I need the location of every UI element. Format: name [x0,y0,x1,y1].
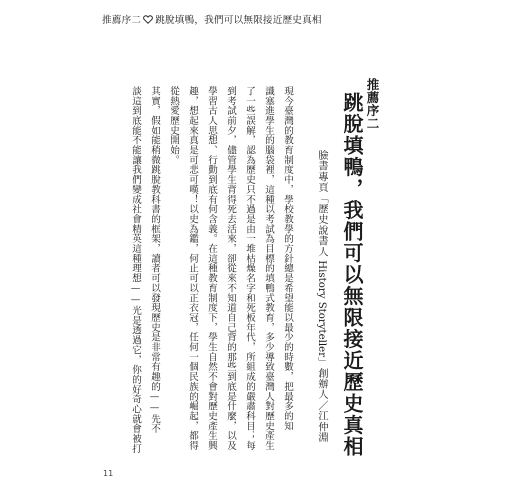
running-head-prefix: 推薦序二 [102,15,142,26]
body-column: 識塞進學生的腦袋裡，這種以考試為目標的填鴨式教育，多少導致臺灣人對歷史產生 [263,86,274,451]
body-column: 現今臺灣的教育制度中，學校教學的方針總是希望能以最少的時數，把最多的知 [282,86,293,431]
essay-byline [310,150,326,450]
page-number: 11 [103,469,114,478]
running-head [102,12,322,26]
running-head-title: 跳脫填鴨，我們可以無限接近歷史真相 [155,15,322,26]
body-column: 到考試前夕，儘管學生背得死去活來，卻從來不知道自己背的那些到底是什麼，以及 [225,86,236,451]
byline-pre: 臉書專頁「歷史說書人 [316,150,327,257]
byline-latin: History Storyteller [316,257,327,358]
byline-post: 」創辦人／江仲淵 [316,357,327,443]
essay-label: 推薦序二 [365,78,380,130]
body-column: 學習古人思想、行動到底有何含義。在這種教育制度下，學生自然不會對歷史產生興 [206,86,217,451]
body-column: 趣，想起來真是可悲可嘆！以史為鑑，何止可以正衣冠，任何一個民族的崛起，都得 [187,86,198,451]
body-column: 其實，假如能稍微跳脫教科書的框架，讀者可以發現歷史是非常有趣的——先不 [149,86,160,434]
heart-outline-icon [143,15,153,24]
body-column: 談這到底能不能讓我們變成社會精英這種理想——光是透過它，你的好奇心就會被打 [130,86,141,454]
essay-title: 跳脫填鴨，我們可以無限接近歷史真相 [340,92,364,458]
body-column: 了一些誤解，認為歷史只不過是由一堆枯燥名字和死板年代，所組成的嚴肅科目；每 [244,86,255,451]
body-column: 從熱愛歷史開始。 [168,86,179,165]
